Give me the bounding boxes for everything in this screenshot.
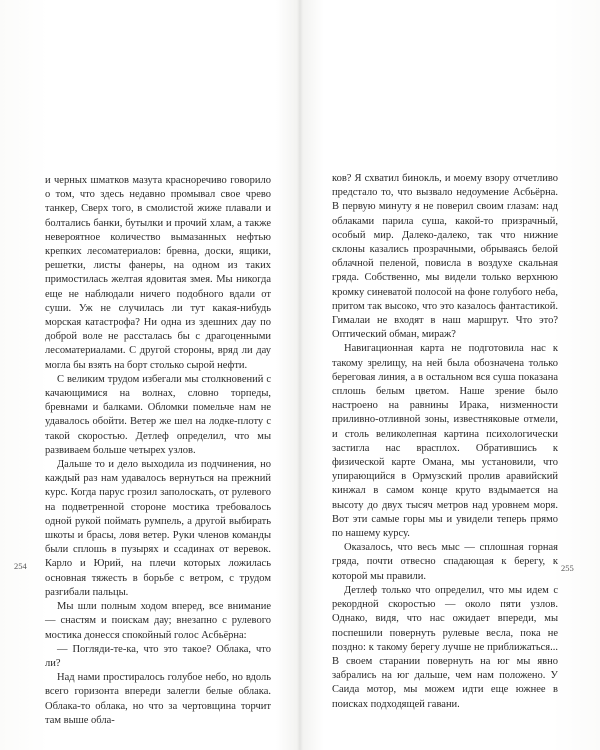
paragraph: Навигационная карта не подготовила нас к такому зрелищу, на ней была обозначена только береговая линия, а в остальном вся суша показана сплошь белым цветом. Наше зрение было настроено на равнины Ирака, низменности приливно-отливной зоны, известняковые отмели, и столь великолепная картина психологически застигла нас врасплох. Обратившись к физической карте Омана, мы установили, что упирающийся в Ормузский пролив аравийский кинжал в самом конце круто вздымается на высоту до двух тысяч метров над уровнем моря. Вот эти самые горы мы и увидели теперь прямо по нашему курсу. (332, 343, 558, 540)
paragraph: Оказалось, что весь мыс — сплошная горная гряда, почти отвесно спадающая к берегу, к которой мы правили. (332, 542, 558, 582)
page-number-right: 255 (561, 563, 574, 573)
paragraph: и черных шматков мазута красноречиво говорило о том, что здесь недавно промывал свое чрево танкер, Сверх того, в смолистой жиже плавали и болтались банки, бутылки и прочий хлам, а также невероятное количество вымазанных нефтью крепких лесоматериалов: бревна, доски, ящики, решетки, листы фанеры, на одном из таких примостилась желтая ядовитая змея. Мы никогда еще не наблюдали ничего подобного вдали от суши. Уж не случилась ли тут какая-нибудь морская катастрофа? Ни одна из здешних дау по доброй воле не рассталась бы с драгоценными лесоматериалами. С другой стороны, вряд ли дау могла бы взять на борт столько сырой нефти. (45, 175, 271, 371)
page-number-left: 254 (14, 561, 27, 571)
book-gutter (297, 0, 303, 750)
paragraph: Над нами простиралось голубое небо, но вдоль всего горизонта впереди залегли белые облака. Облака-то облака, но что за чертовщина торчит там выше обла- (45, 672, 271, 726)
paragraph: С великим трудом избегали мы столкновений с качающимися на волнах, словно торпеды, бревнами и балками. Обломки помельче нам не удавалось обойти. Ветер же шел на лодке-плоту с такой скоростью. Детлеф определил, что мы развиваем больше четырех узлов. (45, 373, 271, 456)
right-page-text (332, 172, 558, 712)
paragraph: Дальше то и дело выходила из подчинения, но каждый раз нам удавалось вернуться на прежний курс. Когда парус грозил заполоскать, от рулевого на подветренной стороне мостика требовалось одной рукой поймать румпель, а другой выбирать шкоты и брасы, ловя ветер. Руки членов команды были сплошь в пузырях и ссадинах от веревок. Карло и Юрий, на плечи которых ложилась основная тяжесть в борьбе с ветром, с трудом разгибали пальцы. (45, 459, 271, 598)
left-page-text (45, 174, 271, 728)
paragraph: Детлеф только что определил, что мы идем с рекордной скоростью — около пяти узлов. Однако, видя, что нас ожидает впереди, мы поспешили повернуть рулевые весла, пока не поздно: к такому берегу лучше не приближаться... В своем старании повернуть на юг мы явно забрались на юг дальше, чем нам положено. У Саида мотор, мы можем идти еще южнее в поисках подходящей гавани. (332, 584, 558, 710)
paragraph: — Погляди-те-ка, что это такое? Облака, что ли? (45, 643, 271, 669)
paragraph: Мы шли полным ходом вперед, все внимание — снастям и поискам дау; внезапно с рулевого мостика донесся спокойный голос Асбьёрна: (45, 601, 271, 641)
paragraph: ков? Я схватил бинокль, и моему взору отчетливо предстало то, что вызвало недоумение Асбьёрна. В первую минуту я не поверил своим глазам: над облаками парила суша, какой-то призрачный, особый мир. Далеко-далеко, так что нижние склоны казались прозрачными, обрываясь белой облачной пеленой, повисла в воздухе скальная гряда. Собственно, мы видели только верхнюю кромку синеватой полосой на фоне голубого неба, притом так высоко, что это казалось фантастикой. Гималаи не входят в наш маршрут. Что это? Оптический обман, мираж? (332, 173, 558, 341)
